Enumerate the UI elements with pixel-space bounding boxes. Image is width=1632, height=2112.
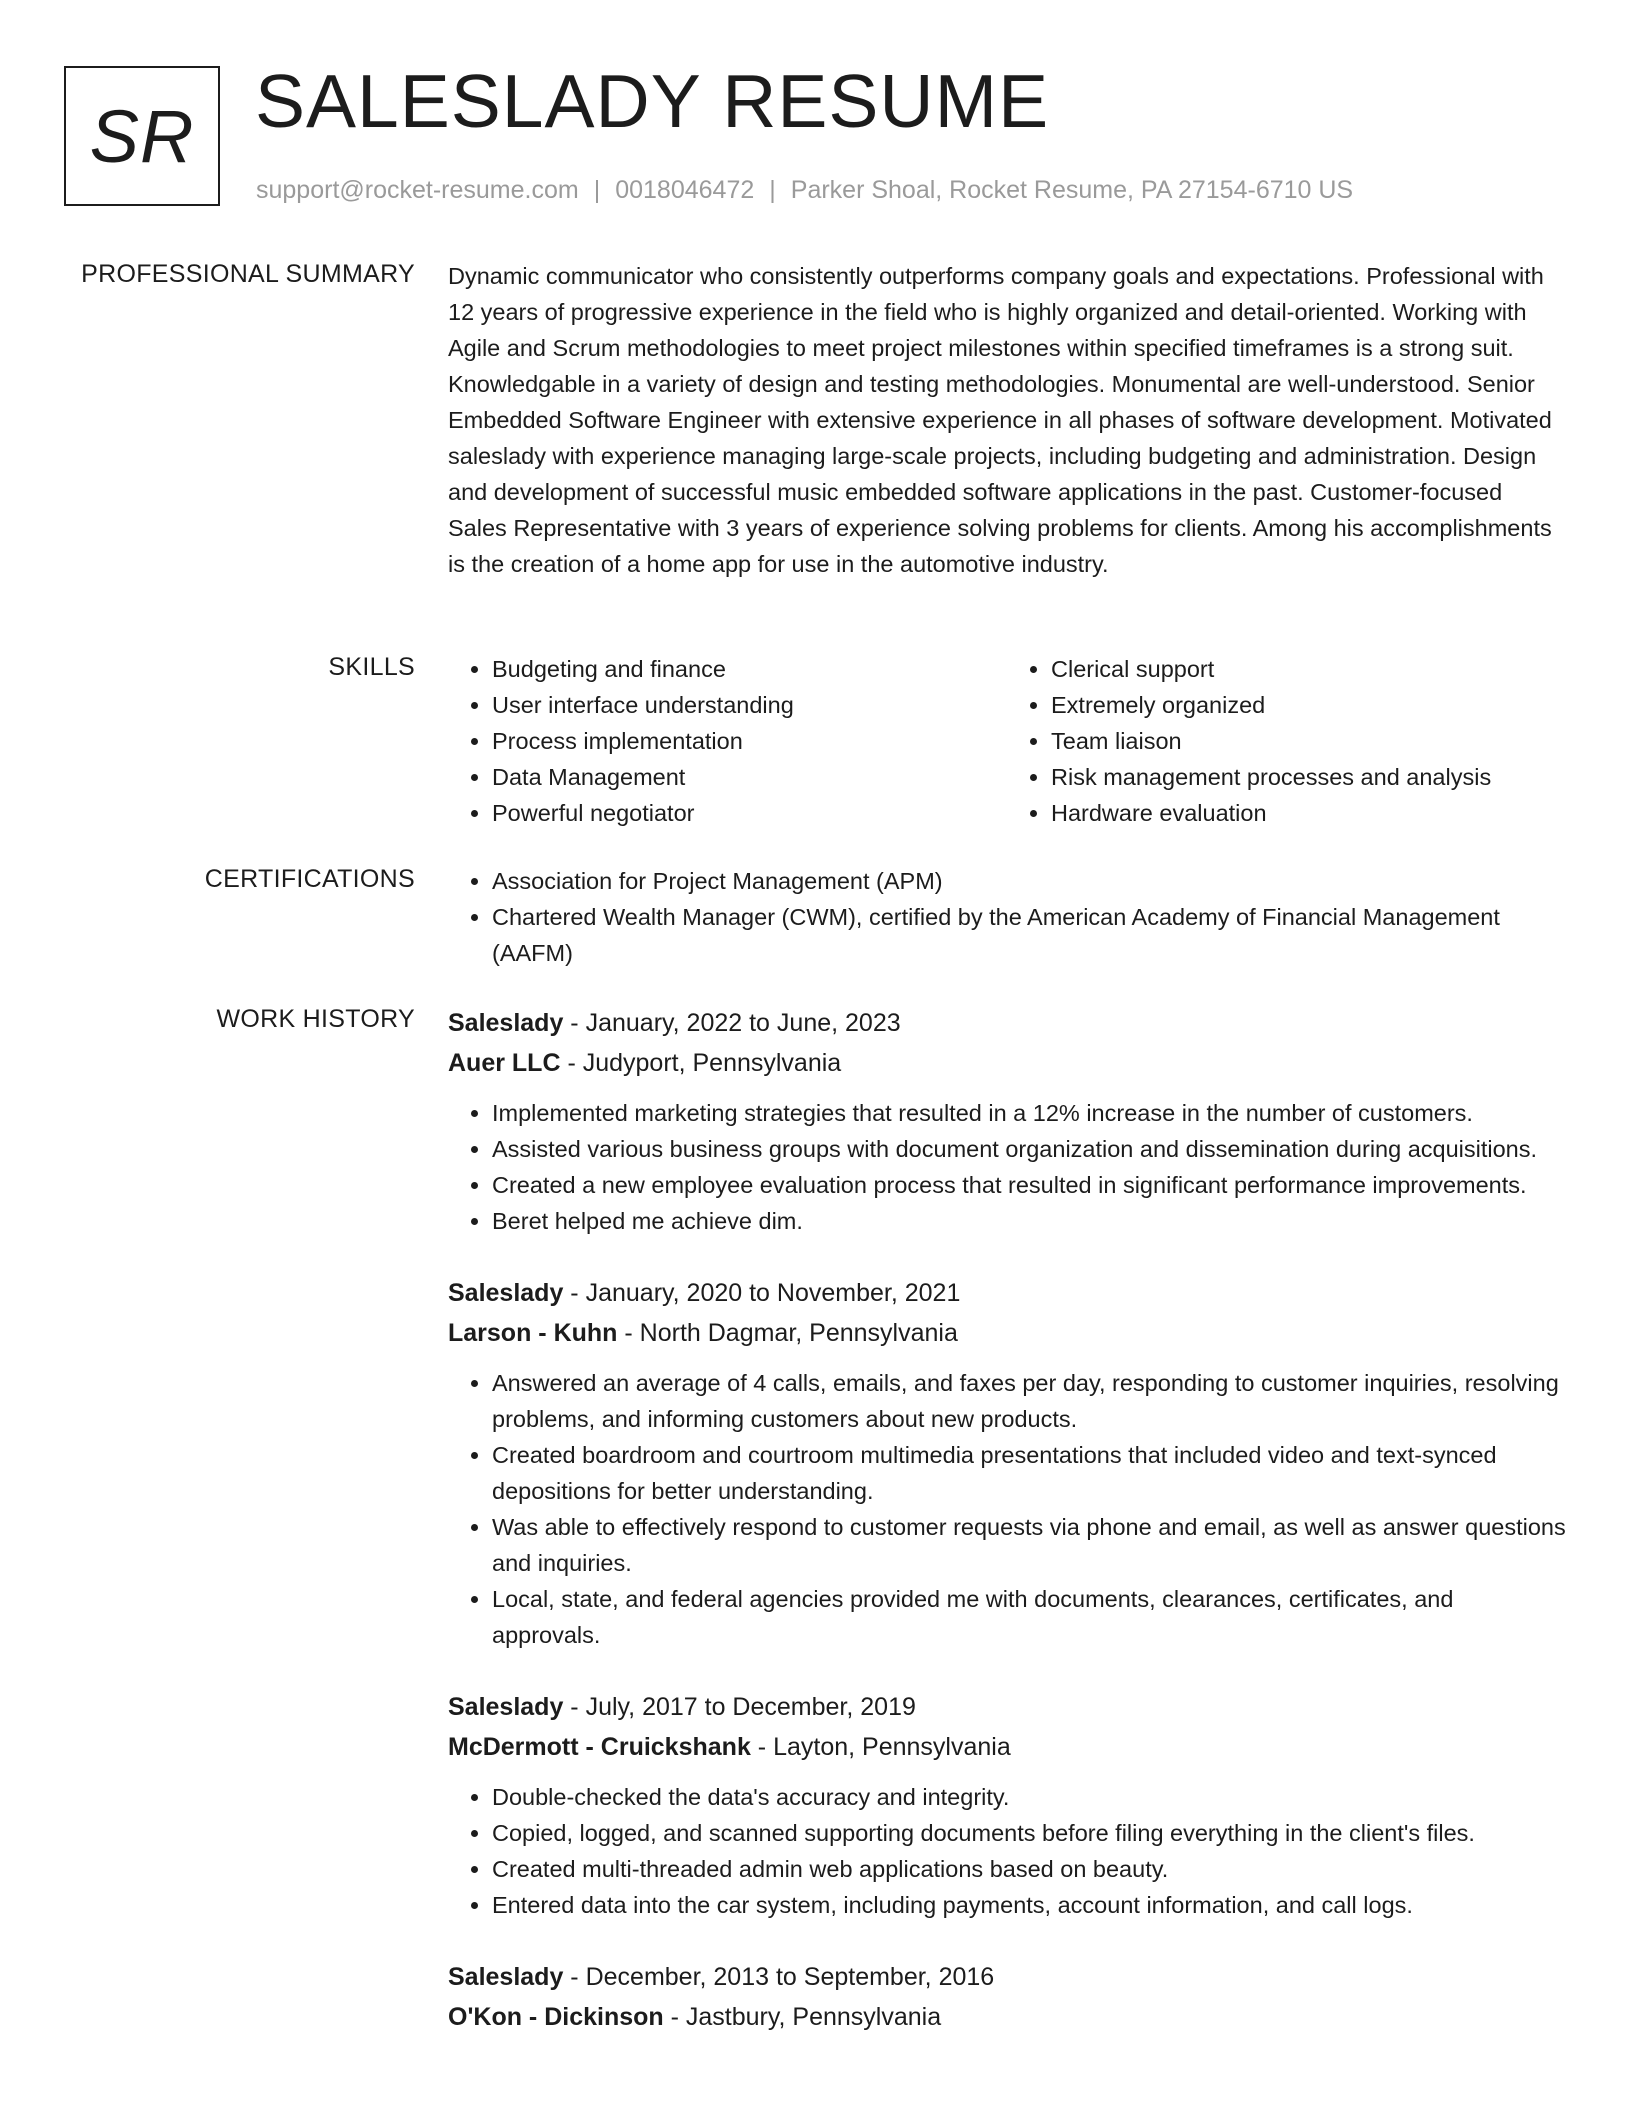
job-role: Saleslady bbox=[448, 1009, 564, 1037]
job-dates: - January, 2022 to June, 2023 bbox=[563, 1009, 901, 1037]
skills-body bbox=[448, 651, 1566, 831]
job-entry bbox=[448, 1957, 1566, 2037]
contact-separator: | bbox=[593, 176, 601, 204]
list-item: • Beret helped me achieve dim. bbox=[492, 1203, 1566, 1239]
list-item: • Entered data into the car system, including payments, account information, and call logs. bbox=[492, 1887, 1566, 1923]
job-role: Saleslady bbox=[448, 1693, 564, 1721]
job-dates: - December, 2013 to September, 2016 bbox=[563, 1963, 995, 1991]
monogram-logo: SR bbox=[64, 66, 220, 206]
job-company: O'Kon - Dickinson bbox=[448, 2003, 664, 2031]
resume-header bbox=[64, 59, 1568, 210]
job-bullets bbox=[448, 1779, 1566, 1923]
job-title-line bbox=[448, 1957, 1566, 1997]
job-location: - Layton, Pennsylvania bbox=[750, 1733, 1011, 1761]
list-item: • Hardware evaluation bbox=[1051, 795, 1566, 831]
summary-body bbox=[448, 258, 1566, 582]
list-item: • Copied, logged, and scanned supporting documents before filing everything in the client's files. bbox=[492, 1815, 1566, 1851]
section-title-summary: PROFESSIONAL SUMMARY bbox=[81, 260, 415, 288]
contact-phone[interactable]: 0018046472 bbox=[615, 176, 755, 204]
job-company: McDermott - Cruickshank bbox=[448, 1733, 751, 1761]
job-company-line bbox=[448, 1997, 1566, 2037]
list-item: • Budgeting and finance bbox=[492, 651, 1007, 687]
work-history-body bbox=[448, 1003, 1566, 2071]
certifications-list bbox=[448, 863, 1566, 971]
section-title-skills: SKILLS bbox=[328, 653, 415, 681]
list-item: • Created multi-threaded admin web applications based on beauty. bbox=[492, 1851, 1566, 1887]
job-role: Saleslady bbox=[448, 1279, 564, 1307]
job-entry bbox=[448, 1687, 1566, 1923]
list-item: • Created boardroom and courtroom multimedia presentations that included video and text-synced depositions for better understanding. bbox=[492, 1437, 1566, 1509]
section-title-work-history: WORK HISTORY bbox=[216, 1005, 415, 1033]
job-title-line bbox=[448, 1687, 1566, 1727]
list-item: • Assisted various business groups with document organization and dissemination during acquisitions. bbox=[492, 1131, 1566, 1167]
skills-list-left bbox=[448, 651, 1007, 831]
job-entry bbox=[448, 1003, 1566, 1239]
list-item: • Extremely organized bbox=[1051, 687, 1566, 723]
job-location: - Judyport, Pennsylvania bbox=[560, 1049, 842, 1077]
contact-separator: | bbox=[769, 176, 776, 204]
skills-list-right bbox=[1007, 651, 1566, 831]
list-item: • User interface understanding bbox=[492, 687, 1007, 723]
list-item: • Association for Project Management (APM) bbox=[492, 863, 1566, 899]
job-company: Larson - Kuhn bbox=[448, 1319, 618, 1347]
page-title: SALESLADY RESUME bbox=[255, 59, 1050, 143]
list-item: • Double-checked the data's accuracy and integrity. bbox=[492, 1779, 1566, 1815]
job-title-line bbox=[448, 1273, 1566, 1313]
list-item: • Risk management processes and analysis bbox=[1051, 759, 1566, 795]
list-item: • Clerical support bbox=[1051, 651, 1566, 687]
contact-line bbox=[256, 176, 1353, 205]
list-item: • Local, state, and federal agencies provided me with documents, clearances, certificates, and approvals. bbox=[492, 1581, 1566, 1653]
list-item: • Answered an average of 4 calls, emails, and faxes per day, responding to customer inquiries, resolving problems, and informing customers about new products. bbox=[492, 1365, 1566, 1437]
job-location: - Jastbury, Pennsylvania bbox=[663, 2003, 942, 2031]
job-bullets bbox=[448, 1095, 1566, 1239]
list-item: • Data Management bbox=[492, 759, 1007, 795]
contact-address: Parker Shoal, Rocket Resume, PA 27154-6710 US bbox=[790, 176, 1354, 204]
certifications-body bbox=[448, 863, 1566, 971]
job-role: Saleslady bbox=[448, 1963, 564, 1991]
contact-email[interactable]: support@rocket-resume.com bbox=[256, 176, 579, 204]
job-company: Auer LLC bbox=[448, 1049, 561, 1077]
list-item: • Team liaison bbox=[1051, 723, 1566, 759]
job-company-line bbox=[448, 1313, 1566, 1353]
job-location: - North Dagmar, Pennsylvania bbox=[617, 1319, 958, 1347]
list-item: • Process implementation bbox=[492, 723, 1007, 759]
job-company-line bbox=[448, 1043, 1566, 1083]
job-bullets bbox=[448, 1365, 1566, 1653]
job-entry bbox=[448, 1273, 1566, 1653]
job-dates: - July, 2017 to December, 2019 bbox=[563, 1693, 916, 1721]
job-title-line bbox=[448, 1003, 1566, 1043]
list-item: • Chartered Wealth Manager (CWM), certified by the American Academy of Financial Management (AAFM) bbox=[492, 899, 1566, 971]
list-item: • Implemented marketing strategies that resulted in a 12% increase in the number of customers. bbox=[492, 1095, 1566, 1131]
list-item: • Created a new employee evaluation process that resulted in significant performance improvements. bbox=[492, 1167, 1566, 1203]
job-dates: - January, 2020 to November, 2021 bbox=[563, 1279, 961, 1307]
job-company-line bbox=[448, 1727, 1566, 1767]
list-item: • Was able to effectively respond to customer requests via phone and email, as well as answer questions and inquiries. bbox=[492, 1509, 1566, 1581]
section-title-certifications: CERTIFICATIONS bbox=[204, 865, 415, 893]
list-item: • Powerful negotiator bbox=[492, 795, 1007, 831]
summary-text: Dynamic communicator who consistently outperforms company goals and expectations. Professional with 12 years of progressive experience in the field who is highly organized and detail-oriented. Working with Agile and Scrum methodologies to meet project milestones within specified timeframes is a strong suit. Knowledgable in a variety of design and testing methodologies. Monumental are well-understood. Senior Embedded Software Engineer with extensive experience in all phases of software development. Motivated saleslady with experience managing large-scale projects, including budgeting and administration. Design and development of successful music embedded software applications in the past. Customer-focused Sales Representative with 3 years of experience solving problems for clients. Among his accomplishments is the creation of a home app for use in the automotive industry. bbox=[448, 263, 1552, 577]
